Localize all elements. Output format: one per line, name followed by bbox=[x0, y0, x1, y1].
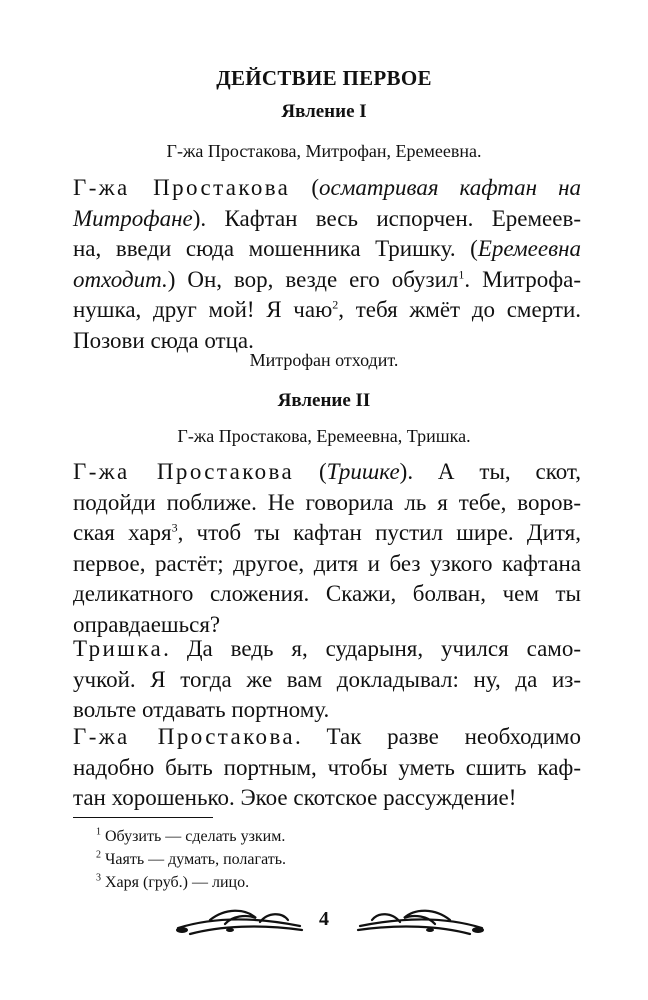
stage-direction: Тришке bbox=[326, 459, 400, 484]
text-line: подойди поближе. Не говорила ль я тебе, воров- bbox=[73, 489, 581, 515]
text-line: деликатного сложения. Скажи, болван, чем ты bbox=[73, 581, 581, 606]
scene-1-cast: Г-жа Простакова, Митрофан, Еремеевна. bbox=[166, 141, 482, 161]
footnote-ref: 1 bbox=[458, 266, 465, 281]
scene-1-title: Явление I bbox=[281, 101, 367, 122]
text-line: оправдаешься? bbox=[73, 611, 221, 637]
scene-2-speech-2 bbox=[73, 634, 581, 726]
text-line: нушка, друг мой! Я чаю$^2$, тебя жмёт до смерти. bbox=[73, 297, 581, 322]
footnote-ref: 2 bbox=[332, 297, 339, 312]
speaker-name: Г-жа Простакова bbox=[73, 724, 296, 749]
stage-direction: Еремеевна bbox=[477, 236, 581, 261]
text-line: отходит.) Он, вор, везде его обузил$^1$. Митрофа- bbox=[73, 266, 581, 292]
text-line: Позови сюда отца. bbox=[73, 327, 254, 353]
scene-1-speech bbox=[73, 173, 581, 356]
text-line: Г-жа Простакова (Тришке). А ты, скот, bbox=[73, 459, 582, 484]
stage-direction: Митрофане bbox=[73, 205, 193, 231]
footnote: $^2$ Чаять — думать, полагать. bbox=[96, 849, 287, 868]
text-line: Митрофане). Кафтан весь испорчен. Еремеев- bbox=[73, 205, 581, 231]
scene-2-speech-1 bbox=[73, 457, 581, 640]
footnote: $^3$ Харя (груб.) — лицо. bbox=[96, 872, 250, 891]
footnote-divider bbox=[73, 817, 213, 818]
speaker-name: Г-жа Простакова bbox=[73, 175, 291, 200]
scene-2-speech-3 bbox=[73, 722, 581, 814]
text-line: Тришка. Да ведь я, сударыня, учился само- bbox=[73, 636, 581, 661]
text-line: надобно быть портным, чтобы уметь сшить каф- bbox=[73, 754, 581, 780]
scene-2-cast: Г-жа Простакова, Еремеевна, Тришка. bbox=[177, 426, 471, 446]
footnote: $^1$ Обузить — сделать узким. bbox=[96, 826, 286, 845]
act-title: ДЕЙСТВИЕ ПЕРВОЕ bbox=[216, 66, 432, 90]
text-line: первое, растёт; другое, дитя и без узкого кафтана bbox=[73, 550, 581, 576]
page-number: 4 bbox=[319, 908, 329, 930]
text-line: на, введи сюда мошенника Тришку. (Еремеевна bbox=[73, 236, 581, 261]
text-line: вольте отдавать портному. bbox=[73, 697, 330, 722]
stage-direction-center: Митрофан отходит. bbox=[249, 350, 399, 370]
text-line: Г-жа Простакова (осматривая кафтан на bbox=[73, 175, 581, 200]
speaker-name: Тришка bbox=[73, 636, 164, 661]
speaker-name: Г-жа Простакова bbox=[73, 459, 295, 484]
stage-direction: осматривая кафтан на bbox=[319, 175, 581, 200]
text-line: учкой. Я тогда же вам докладывал: ну, да из- bbox=[73, 666, 581, 692]
text-line: ская харя$^3$, чтоб ты кафтан пустил шире. Дитя, bbox=[73, 520, 582, 545]
scene-2-title: Явление II bbox=[277, 390, 371, 411]
text-line: тан хорошенько. Экое скотское рассуждение! bbox=[73, 785, 517, 810]
text-line: Г-жа Простакова. Так разве необходимо bbox=[73, 724, 581, 749]
stage-direction: отходит. bbox=[73, 266, 168, 292]
footnote-ref: 3 bbox=[171, 520, 178, 535]
